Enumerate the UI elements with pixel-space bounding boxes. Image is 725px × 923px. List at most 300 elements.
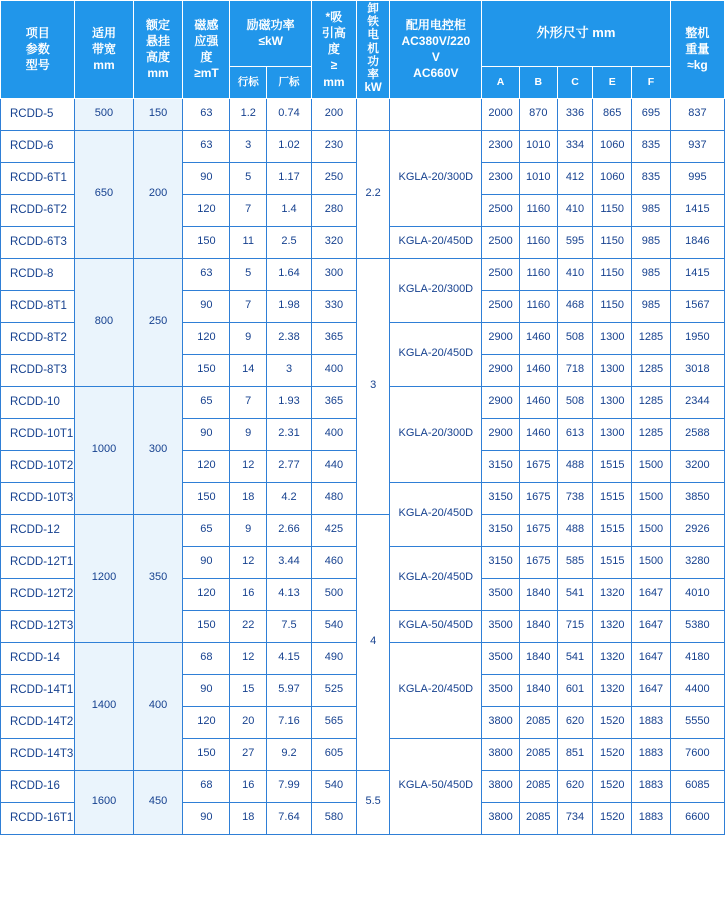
header-model-line2: 参数 [25,42,50,57]
cell-dim-c: 620 [557,770,593,802]
cell-dim-c: 410 [557,258,593,290]
cell-model: RCDD-16 [1,770,75,802]
cell-dim-f: 985 [632,290,671,322]
cell-total-weight: 4400 [670,674,724,706]
cell-model: RCDD-5 [1,98,75,130]
cell-motor-power: 4 [356,514,390,770]
cell-flux-density: 120 [183,194,230,226]
cell-dim-f: 835 [632,130,671,162]
cell-dim-c: 541 [557,642,593,674]
cell-dim-f: 1647 [632,610,671,642]
cell-dim-c: 715 [557,610,593,642]
cell-total-weight: 995 [670,162,724,194]
cell-dim-e: 1300 [593,322,632,354]
cell-flux-density: 120 [183,706,230,738]
header-motor-line7: kW [364,82,382,95]
cell-dim-c: 412 [557,162,593,194]
cell-flux-density: 63 [183,130,230,162]
cell-dim-e: 1320 [593,674,632,706]
cell-power-industry: 22 [230,610,267,642]
cell-lift-height: 500 [311,578,356,610]
header-excitation-power [230,1,312,67]
cell-dim-a: 3800 [482,802,520,834]
cell-dim-a: 3500 [482,642,520,674]
cell-dim-c: 541 [557,578,593,610]
cell-dim-f: 1285 [632,386,671,418]
cell-model: RCDD-8T2 [1,322,75,354]
cell-power-factory: 5.97 [267,674,312,706]
cell-dim-a: 2900 [482,354,520,386]
header-motor-line4: 机 [367,42,379,55]
cell-power-factory: 1.17 [267,162,312,194]
cell-motor-power: 5.5 [356,770,390,834]
cell-dim-f: 985 [632,258,671,290]
cell-model: RCDD-10T3 [1,482,75,514]
cell-flux-density: 63 [183,258,230,290]
cell-lift-height: 365 [311,386,356,418]
cell-lift-height: 365 [311,322,356,354]
cell-dim-a: 3150 [482,546,520,578]
cell-dim-f: 1285 [632,418,671,450]
cell-control-cabinet: KGLA-20/450D [390,482,482,546]
cell-model: RCDD-6T3 [1,226,75,258]
cell-dim-a: 2000 [482,98,520,130]
cell-flux-density: 90 [183,418,230,450]
cell-dim-c: 508 [557,322,593,354]
cell-total-weight: 7600 [670,738,724,770]
cell-total-weight: 1950 [670,322,724,354]
header-hang-height [133,1,183,99]
cell-belt-width: 1000 [75,386,133,514]
cell-power-industry: 15 [230,674,267,706]
cell-lift-height: 400 [311,354,356,386]
cell-dim-c: 468 [557,290,593,322]
cell-hang-height: 350 [133,514,183,642]
cell-power-industry: 16 [230,770,267,802]
cell-power-industry: 9 [230,418,267,450]
cell-lift-height: 250 [311,162,356,194]
cell-flux-density: 150 [183,482,230,514]
header-hang-line4: mm [147,66,169,81]
cell-flux-density: 90 [183,290,230,322]
cell-dim-e: 1520 [593,706,632,738]
cell-dim-b: 1675 [519,514,557,546]
cell-dim-c: 488 [557,514,593,546]
table-row [1,514,725,546]
cell-power-factory: 3 [267,354,312,386]
cell-model: RCDD-8 [1,258,75,290]
header-model-line3: 型号 [25,58,50,73]
cell-dim-a: 2900 [482,322,520,354]
cell-lift-height: 490 [311,642,356,674]
cell-total-weight: 1567 [670,290,724,322]
cell-total-weight: 6085 [670,770,724,802]
cell-dim-e: 1300 [593,354,632,386]
cell-control-cabinet: KGLA-20/450D [390,642,482,738]
cell-lift-height: 330 [311,290,356,322]
cell-total-weight: 6600 [670,802,724,834]
cell-power-factory: 1.98 [267,290,312,322]
cell-dim-a: 2900 [482,386,520,418]
header-control-cabinet [390,1,482,99]
cell-dim-b: 1840 [519,610,557,642]
cell-dim-b: 1010 [519,162,557,194]
cell-flux-density: 120 [183,578,230,610]
cell-dim-f: 985 [632,194,671,226]
cell-dim-b: 1460 [519,354,557,386]
cell-dim-b: 1675 [519,546,557,578]
cell-dim-f: 1500 [632,450,671,482]
cell-power-industry: 18 [230,802,267,834]
cell-power-industry: 27 [230,738,267,770]
cell-flux-density: 150 [183,610,230,642]
cell-dim-b: 1160 [519,290,557,322]
cell-model: RCDD-14T1 [1,674,75,706]
cell-dim-b: 870 [519,98,557,130]
cell-dim-c: 734 [557,802,593,834]
cell-model: RCDD-8T1 [1,290,75,322]
cell-dim-e: 1520 [593,738,632,770]
header-weight-line2: 重量 [685,42,710,57]
cell-hang-height: 400 [133,642,183,770]
cell-power-factory: 7.64 [267,802,312,834]
cell-lift-height: 580 [311,802,356,834]
cell-power-factory: 4.15 [267,642,312,674]
cell-dim-b: 1460 [519,386,557,418]
header-belt-line2: 带宽 [91,42,116,57]
header-cabinet-line1: 配用电控柜 [405,17,466,32]
cell-power-industry: 20 [230,706,267,738]
cell-dim-e: 865 [593,98,632,130]
cell-flux-density: 63 [183,98,230,130]
header-motor-line3: 电 [367,29,379,42]
cell-dim-f: 1883 [632,706,671,738]
cell-power-industry: 3 [230,130,267,162]
cell-dim-c: 738 [557,482,593,514]
header-model-line1: 项目 [25,25,50,40]
cell-dim-f: 1500 [632,482,671,514]
cell-dim-a: 3800 [482,706,520,738]
cell-flux-density: 150 [183,226,230,258]
cell-power-factory: 1.64 [267,258,312,290]
cell-power-industry: 7 [230,194,267,226]
cell-motor-power [356,98,390,130]
cell-dim-b: 1160 [519,226,557,258]
table-row [1,258,725,290]
cell-lift-height: 440 [311,450,356,482]
cell-dim-c: 718 [557,354,593,386]
cell-power-factory: 9.2 [267,738,312,770]
cell-flux-density: 65 [183,514,230,546]
cell-model: RCDD-10 [1,386,75,418]
cell-dim-f: 695 [632,98,671,130]
cell-power-factory: 2.66 [267,514,312,546]
cell-dim-a: 3150 [482,450,520,482]
cell-dim-a: 3800 [482,770,520,802]
cell-power-industry: 9 [230,514,267,546]
cell-hang-height: 200 [133,130,183,258]
cell-flux-density: 150 [183,354,230,386]
cell-model: RCDD-14T3 [1,738,75,770]
cell-lift-height: 525 [311,674,356,706]
cell-dim-f: 1285 [632,354,671,386]
cell-lift-height: 300 [311,258,356,290]
cell-dim-e: 1150 [593,290,632,322]
cell-power-factory: 0.74 [267,98,312,130]
cell-total-weight: 3018 [670,354,724,386]
cell-total-weight: 4010 [670,578,724,610]
table-header [1,1,725,99]
cell-dim-c: 585 [557,546,593,578]
cell-power-industry: 1.2 [230,98,267,130]
cell-model: RCDD-14T2 [1,706,75,738]
header-motor-line6: 率 [367,69,379,82]
cell-control-cabinet: KGLA-50/450D [390,610,482,642]
header-belt-width [75,1,133,99]
header-cabinet-line3: V [431,50,440,65]
cell-dim-a: 3500 [482,674,520,706]
cell-power-industry: 12 [230,546,267,578]
cell-dim-f: 1883 [632,802,671,834]
cell-total-weight: 4180 [670,642,724,674]
header-hang-line1: 额定 [146,17,171,32]
cell-model: RCDD-6T2 [1,194,75,226]
header-flux-line1: 磁感 [194,17,219,32]
cell-dim-c: 851 [557,738,593,770]
cell-lift-height: 200 [311,98,356,130]
cell-dim-c: 595 [557,226,593,258]
cell-dim-b: 1460 [519,322,557,354]
cell-power-factory: 1.02 [267,130,312,162]
cell-dim-a: 2300 [482,130,520,162]
header-belt-line3: mm [93,58,115,73]
cell-total-weight: 3200 [670,450,724,482]
cell-total-weight: 1415 [670,258,724,290]
cell-dim-e: 1320 [593,578,632,610]
cell-dim-e: 1520 [593,802,632,834]
cell-dim-b: 1160 [519,194,557,226]
cell-dim-a: 2500 [482,194,520,226]
cell-dim-f: 1285 [632,322,671,354]
cell-dim-a: 3150 [482,514,520,546]
cell-power-factory: 2.5 [267,226,312,258]
cell-total-weight: 837 [670,98,724,130]
cell-dim-c: 613 [557,418,593,450]
cell-control-cabinet: KGLA-20/450D [390,322,482,386]
table-row [1,98,725,130]
cell-model: RCDD-6 [1,130,75,162]
cell-lift-height: 400 [311,418,356,450]
cell-flux-density: 90 [183,162,230,194]
cell-dim-b: 1160 [519,258,557,290]
cell-flux-density: 65 [183,386,230,418]
header-dim-e: E [593,66,632,98]
header-flux-line2: 应强 [194,34,219,49]
header-lift-line2: 引高 [321,25,346,40]
cell-dim-b: 1010 [519,130,557,162]
cell-dim-a: 3500 [482,610,520,642]
header-dimensions: 外形尺寸 mm [482,1,671,67]
header-hang-line2: 悬挂 [146,34,171,49]
header-lift-line3: 度 [327,42,340,57]
cell-total-weight: 2926 [670,514,724,546]
cell-power-factory: 4.2 [267,482,312,514]
cell-flux-density: 90 [183,802,230,834]
cell-model: RCDD-16T1 [1,802,75,834]
cell-power-factory: 7.99 [267,770,312,802]
cell-lift-height: 320 [311,226,356,258]
cell-control-cabinet: KGLA-20/300D [390,386,482,482]
cell-total-weight: 5380 [670,610,724,642]
cell-dim-e: 1060 [593,130,632,162]
cell-power-factory: 2.77 [267,450,312,482]
header-belt-line1: 适用 [91,25,116,40]
cell-power-factory: 2.38 [267,322,312,354]
header-dim-c: C [557,66,593,98]
cell-power-factory: 2.31 [267,418,312,450]
cell-dim-b: 1675 [519,482,557,514]
cell-total-weight: 1415 [670,194,724,226]
cell-power-industry: 5 [230,162,267,194]
cell-dim-f: 1500 [632,514,671,546]
cell-control-cabinet: KGLA-20/450D [390,226,482,258]
cell-hang-height: 150 [133,98,183,130]
header-lift-line1: *吸 [325,9,343,24]
cell-total-weight: 2344 [670,386,724,418]
header-motor-line1: 卸 [367,3,379,15]
header-cabinet-line4: AC660V [413,66,459,81]
cell-dim-a: 3800 [482,738,520,770]
header-dim-b: B [519,66,557,98]
header-flux-line3: 度 [200,50,213,65]
header-motor-line5: 功 [367,55,379,68]
cell-dim-f: 1647 [632,674,671,706]
cell-power-factory: 1.4 [267,194,312,226]
cell-control-cabinet: KGLA-20/300D [390,130,482,226]
cell-lift-height: 605 [311,738,356,770]
cell-power-factory: 3.44 [267,546,312,578]
cell-dim-b: 2085 [519,770,557,802]
cell-dim-f: 1647 [632,578,671,610]
cell-flux-density: 68 [183,770,230,802]
cell-dim-e: 1520 [593,770,632,802]
cell-lift-height: 460 [311,546,356,578]
cell-dim-c: 508 [557,386,593,418]
header-flux-density [183,1,230,99]
cell-model: RCDD-8T3 [1,354,75,386]
table-row [1,770,725,802]
cell-dim-a: 2500 [482,258,520,290]
cell-dim-c: 334 [557,130,593,162]
cell-belt-width: 500 [75,98,133,130]
cell-total-weight: 1846 [670,226,724,258]
header-power-sub: ≤kW [258,34,283,49]
cell-total-weight: 3280 [670,546,724,578]
cell-model: RCDD-12T2 [1,578,75,610]
cell-power-factory: 7.16 [267,706,312,738]
cell-model: RCDD-12T3 [1,610,75,642]
cell-control-cabinet: KGLA-50/450D [390,738,482,834]
cell-model: RCDD-10T2 [1,450,75,482]
cell-belt-width: 800 [75,258,133,386]
cell-dim-e: 1515 [593,546,632,578]
cell-dim-e: 1300 [593,418,632,450]
header-power-standard-factory: 厂标 [267,66,312,98]
cell-dim-c: 601 [557,674,593,706]
cell-dim-b: 2085 [519,802,557,834]
header-total-weight [670,1,724,99]
cell-dim-c: 410 [557,194,593,226]
cell-power-industry: 16 [230,578,267,610]
cell-dim-b: 2085 [519,738,557,770]
cell-model: RCDD-6T1 [1,162,75,194]
cell-flux-density: 90 [183,546,230,578]
cell-lift-height: 540 [311,770,356,802]
cell-hang-height: 250 [133,258,183,386]
cell-flux-density: 120 [183,450,230,482]
cell-motor-power: 3 [356,258,390,514]
cell-dim-a: 3150 [482,482,520,514]
cell-control-cabinet: KGLA-20/300D [390,258,482,322]
header-motor-power [356,1,390,99]
cell-dim-a: 3500 [482,578,520,610]
cell-dim-b: 1840 [519,674,557,706]
cell-dim-e: 1150 [593,194,632,226]
cell-dim-b: 1840 [519,578,557,610]
header-dim-a: A [482,66,520,98]
cell-belt-width: 1400 [75,642,133,770]
cell-power-factory: 1.93 [267,386,312,418]
cell-dim-a: 2900 [482,418,520,450]
cell-dim-e: 1515 [593,482,632,514]
cell-dim-f: 1647 [632,642,671,674]
cell-model: RCDD-14 [1,642,75,674]
cell-dim-f: 1883 [632,770,671,802]
cell-dim-f: 985 [632,226,671,258]
cell-dim-a: 2500 [482,226,520,258]
cell-power-industry: 12 [230,450,267,482]
header-lift-line5: mm [323,74,345,89]
header-hang-line3: 高度 [146,50,171,65]
cell-power-industry: 18 [230,482,267,514]
cell-dim-e: 1320 [593,610,632,642]
cell-lift-height: 230 [311,130,356,162]
table-row [1,130,725,162]
cell-dim-b: 1675 [519,450,557,482]
cell-hang-height: 450 [133,770,183,834]
cell-belt-width: 650 [75,130,133,258]
cell-model: RCDD-10T1 [1,418,75,450]
header-power-standard-industry: 行标 [230,66,267,98]
cell-lift-height: 425 [311,514,356,546]
cell-flux-density: 150 [183,738,230,770]
header-motor-line2: 铁 [367,16,379,29]
cell-dim-c: 488 [557,450,593,482]
cell-motor-power: 2.2 [356,130,390,258]
header-model [1,1,75,99]
cell-dim-a: 2300 [482,162,520,194]
cell-lift-height: 480 [311,482,356,514]
cell-model: RCDD-12 [1,514,75,546]
cell-dim-c: 336 [557,98,593,130]
cell-power-industry: 7 [230,290,267,322]
cell-power-industry: 7 [230,386,267,418]
cell-dim-f: 1883 [632,738,671,770]
header-lift-line4: ≥ [330,58,338,73]
cell-lift-height: 540 [311,610,356,642]
cell-belt-width: 1600 [75,770,133,834]
cell-power-factory: 4.13 [267,578,312,610]
